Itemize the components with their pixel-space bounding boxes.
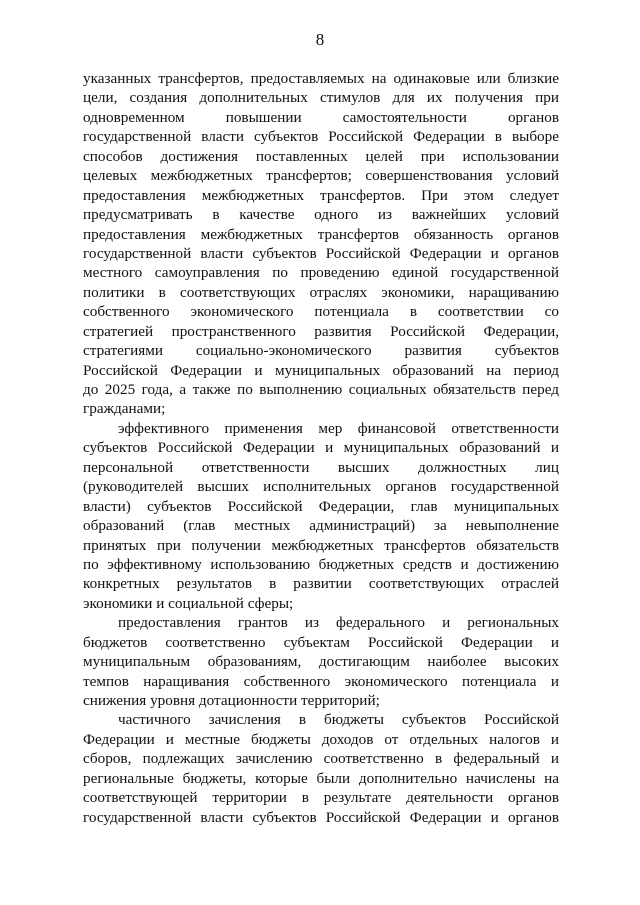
text-line: региональные бюджеты, которые были дополнительно начислены на: [83, 769, 559, 787]
text-line: до 2025 года, а также по выполнению социальных обязательств перед: [83, 381, 559, 398]
text-line: государственной власти субъектов Российской Федерации в выборе: [83, 128, 559, 146]
text-line: муниципальным образованиям, достигающим наиболее высоких: [83, 653, 559, 671]
text-line: персональной ответственности высших должностных лиц: [83, 458, 559, 476]
paragraph: [83, 419, 559, 613]
text-body: [83, 69, 559, 827]
text-line: субъектов Российской Федерации и муниципальных образований и: [83, 439, 559, 457]
text-line: (руководителей высших исполнительных органов государственной: [83, 478, 559, 496]
text-line: политики в соответствующих отраслях экономики, наращиванию: [83, 283, 559, 301]
text-line: местного самоуправления по проведению единой государственной: [83, 264, 559, 282]
text-line: стратегией пространственного развития Российской Федерации,: [83, 322, 559, 340]
paragraph: [83, 710, 559, 827]
text-line: эффективного применения мер финансовой ответственности: [118, 419, 559, 437]
text-line: темпов наращивания собственного экономического потенциала и: [83, 672, 559, 690]
text-line: образований (глав местных администраций) за невыполнение: [83, 517, 559, 535]
text-line: власти) субъектов Российской Федерации, глав муниципальных: [83, 497, 559, 515]
paragraph: [83, 69, 559, 419]
text-line: экономики и социальной сферы;: [83, 594, 294, 612]
text-line: одновременном повышении самостоятельности органов: [83, 108, 559, 126]
text-line: гражданами;: [83, 400, 166, 418]
text-line: государственной власти субъектов Российской Федерации и органов: [83, 244, 559, 262]
text-line: принятых при получении межбюджетных трансфертов обязательств: [83, 536, 559, 554]
text-line: соответствующей территории в результате деятельности органов: [83, 789, 559, 807]
text-line: Российской Федерации и муниципальных образований на период: [83, 361, 559, 379]
text-line: способов достижения поставленных целей при использовании: [83, 147, 559, 165]
text-line: снижения уровня дотационности территорий;: [83, 692, 380, 709]
text-line: собственного экономического потенциала в соответствии со: [83, 303, 559, 321]
text-line: частичного зачисления в бюджеты субъектов Российской: [118, 711, 559, 729]
text-line: по эффективному использованию бюджетных средств и достижению: [83, 555, 559, 573]
page-number: 8: [315, 30, 325, 49]
text-line: предусматривать в качестве одного из важнейших условий: [83, 206, 559, 224]
text-line: цели, создания дополнительных стимулов для их получения при: [83, 89, 559, 107]
text-line: государственной власти субъектов Российской Федерации и органов: [83, 808, 559, 826]
text-line: предоставления межбюджетных трансфертов. При этом следует: [83, 186, 559, 204]
text-line: бюджетов соответственно субъектам Российской Федерации и: [83, 633, 559, 651]
paragraph: [83, 613, 559, 710]
text-line: стратегиями социально-экономического развития субъектов: [83, 342, 559, 360]
text-line: предоставления межбюджетных трансфертов обязанность органов: [83, 225, 559, 243]
text-line: конкретных результатов в развитии соответствующих отраслей: [83, 575, 559, 593]
text-line: целевых межбюджетных трансфертов; совершенствования условий: [83, 167, 559, 185]
text-line: Федерации и местные бюджеты доходов от отдельных налогов и: [83, 730, 559, 748]
text-line: предоставления грантов из федерального и региональных: [118, 614, 559, 632]
text-line: сборов, подлежащих зачислению соответственно в федеральный и: [83, 750, 559, 768]
text-line: указанных трансфертов, предоставляемых на одинаковые или близкие: [83, 70, 559, 87]
